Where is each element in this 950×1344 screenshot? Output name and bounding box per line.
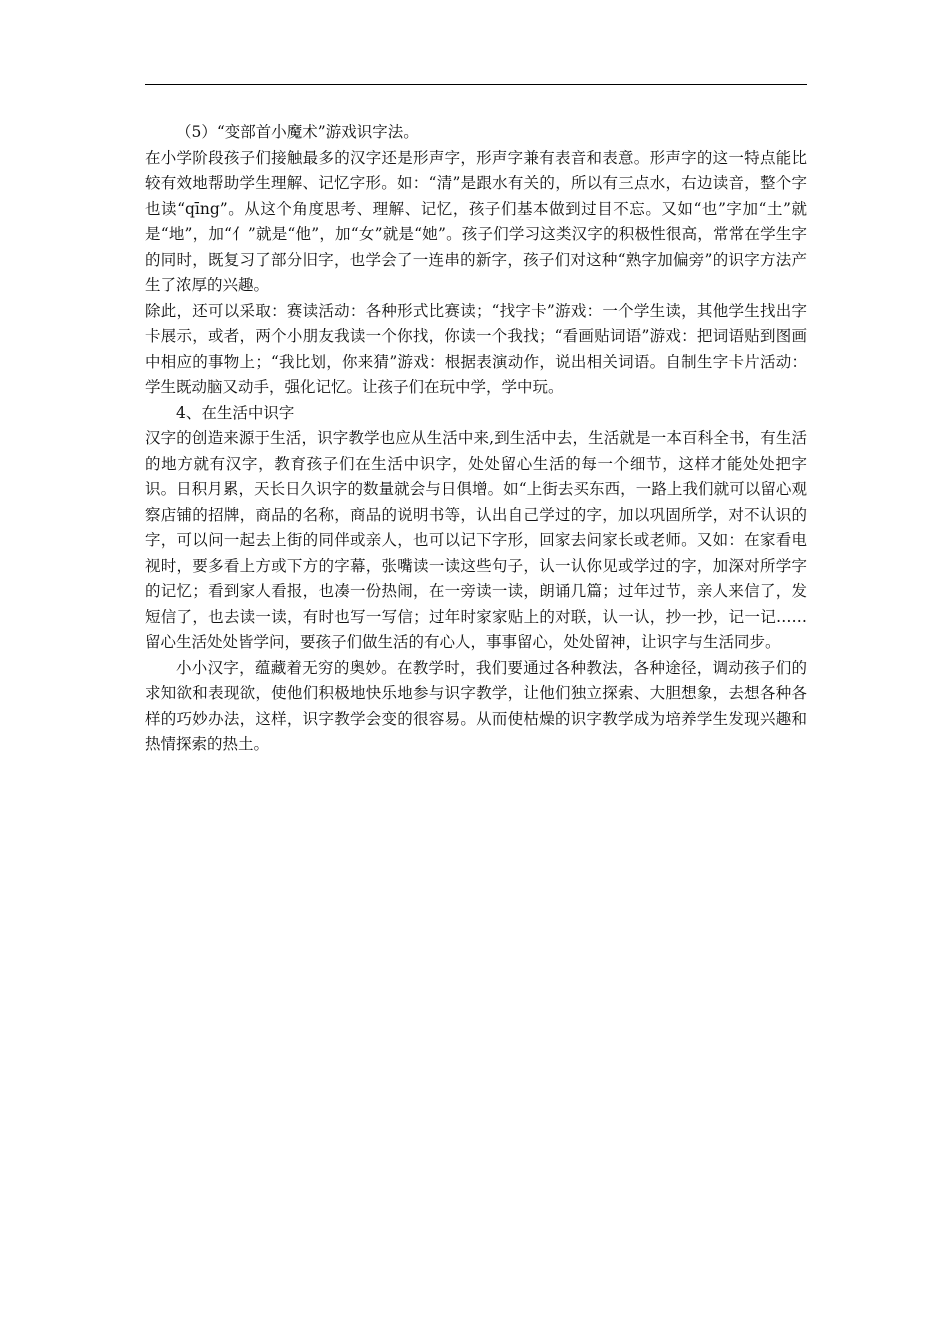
paragraph-activities: 除此，还可以采取：赛读活动：各种形式比赛读；“找字卡”游戏：一个学生读，其他学生找出字卡展示，或者，两个小朋友我读一个你找，你读一个我找；“看画贴词语”游戏：把词语贴到图画中相应的事物上；“我比划，你来猜”游戏：根据表演动作，说出相关词语。自制生字卡片活动：学生既动脑又动手，强化记忆。让孩子们在玩中学，学中玩。 [145, 301, 807, 396]
paragraph-conclusion: 小小汉字，蕴藏着无穷的奥妙。在教学时，我们要通过各种教法，各种途径，调动孩子们的求知欲和表现欲，使他们积极地快乐地参与识字教学，让他们独立探索、大胆想象，去想各种各样的巧妙办法，这样，识字教学会变的很容易。从而使枯燥的识字教学成为培养学生发现兴趣和热情探索的热土。 [145, 658, 807, 753]
section-heading-4: 4、在生活中识字 [176, 403, 295, 422]
document-body [145, 120, 807, 758]
paragraph-life-literacy: 汉字的创造来源于生活，识字教学也应从生活中来,到生活中去，生活就是一本百科全书，有生活的地方就有汉字，教育孩子们在生活中识字，处处留心生活的每一个细节，这样才能处处把字识。日积月累，天长日久识字的数量就会与日俱增。如“上街去买东西，一路上我们就可以留心观察店铺的招牌，商品的名称，商品的说明书等，认出自己学过的字，加以巩固所学，对不认识的字，可以问一起去上街的同伴或亲人，也可以记下字形，回家去问家长或老师。又如：在家看电视时，要多看上方或下方的字幕，张嘴读一读这些句子，认一认你见或学过的字，加深对所学字的记忆；看到家人看报，也凑一份热闹，在一旁读一读，朗诵几篇；过年过节，亲人来信了，发短信了，也去读一读，有时也写一写信；过年时家家贴上的对联，认一认，抄一抄，记一记……留心生活处处皆学问，要孩子们做生活的有心人，事事留心，处处留神，让识字与生活同步。 [145, 429, 807, 651]
section-heading-5: （5）“变部首小魔术”游戏识字法。 [176, 123, 419, 141]
header-rule [145, 84, 807, 85]
paragraph-phonetic-characters: 在小学阶段孩子们接触最多的汉字还是形声字，形声字兼有表音和表意。形声字的这一特点能比较有效地帮助学生理解、记忆字形。如：“清”是跟水有关的，所以有三点水，右边读音，整个字也读“qīng”。从这个角度思考、理解、记忆，孩子们基本做到过目不忘。又如“也”字加“土”就是“地”，加“亻”就是“他”，加“女”就是“她”。孩子们学习这类汉字的积极性很高，常常在学生字的同时，既复习了部分旧字，也学会了一连串的新字，孩子们对这种“熟字加偏旁”的识字方法产生了浓厚的兴趣。 [145, 148, 807, 294]
